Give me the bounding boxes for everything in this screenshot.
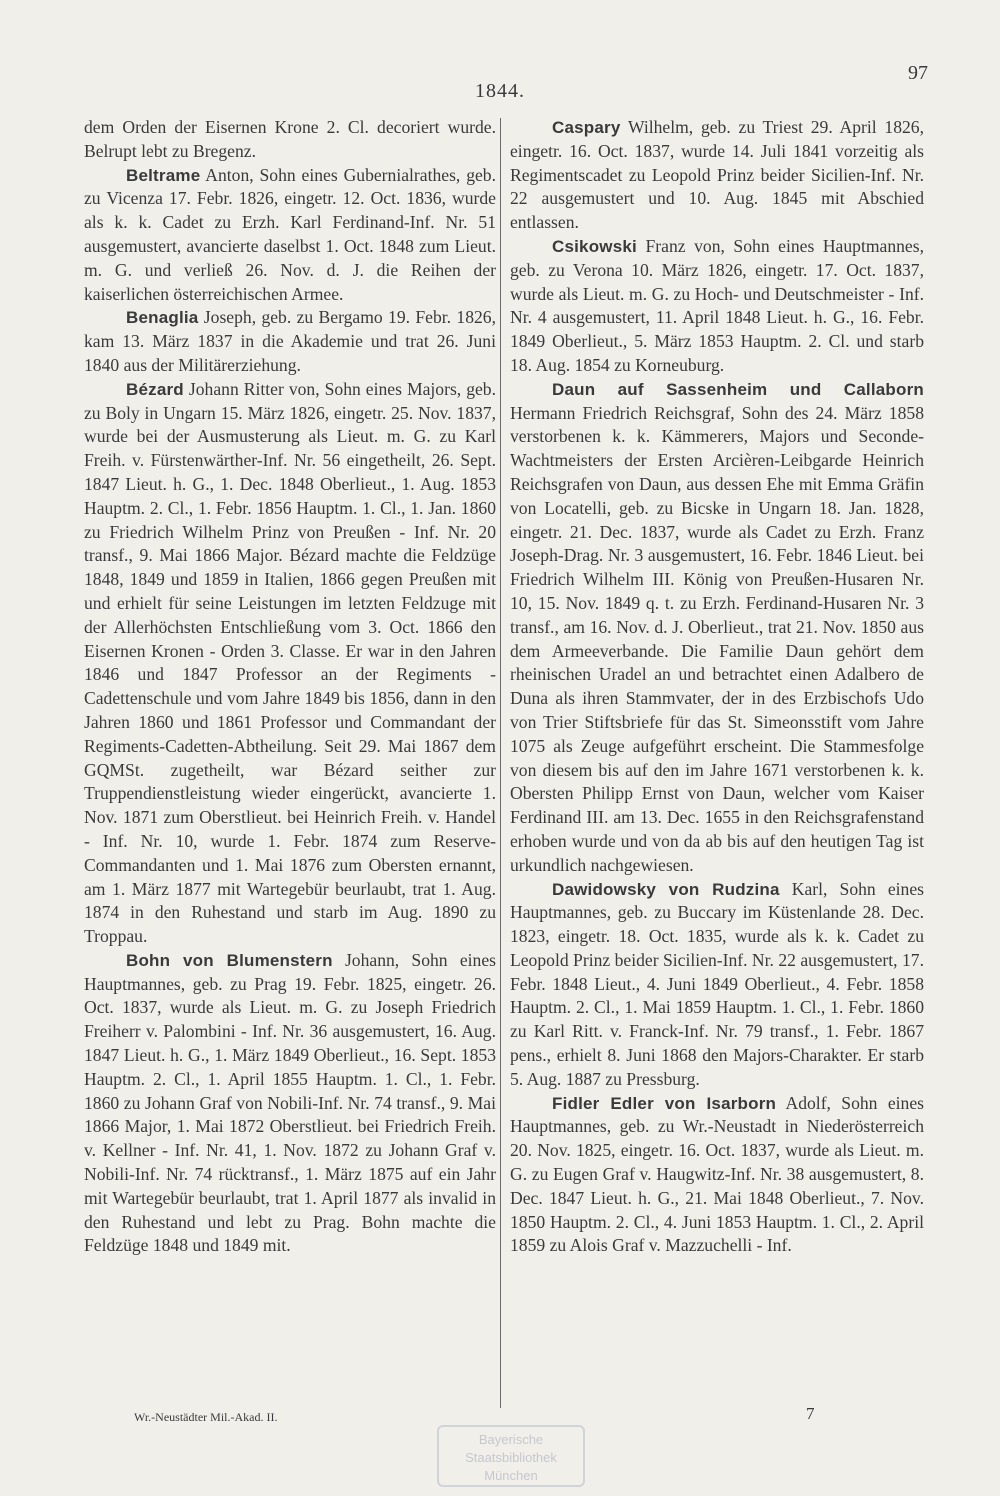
footer-sheet-number: 7 [806, 1404, 815, 1423]
page-number: 97 [908, 62, 928, 84]
entry-fidler [510, 1092, 924, 1259]
stamp-line: Staatsbibliothek [465, 1450, 557, 1465]
entry-text: Joseph, geb. zu Bergamo 19. Febr. 1826, kam 13. März 1837 in die Akademie und trat 26. Juni 1840 aus der Militärerziehung. [84, 307, 496, 375]
entry-name: Daun auf Sassenheim und Callaborn [552, 379, 924, 399]
entry-beltrame [84, 164, 496, 307]
entry-text: Franz von, Sohn eines Hauptmannes, geb. zu Verona 10. März 1826, eingetr. 17. Oct. 1837, wurde als Lieut. m. G. zu Hoch- und Deutschmeister - Inf. Nr. 4 ausgemustert, 11. April 1848 Lieut. h. G., 16. Febr. 1849 Oberlieut., 5. März 1853 Hauptm. 2. Cl. und starb 18. Aug. 1854 zu Korneuburg. [510, 235, 924, 375]
entry-name: Dawidowsky von Rudzina [552, 879, 780, 899]
entry-text: Johann Ritter von, Sohn eines Majors, geb. zu Boly in Ungarn 15. März 1826, eingetr. 25. Nov. 1837, wurde bei der Ausmusterung als Lieut. m. G. zu Karl Freih. v. Fürstenwärther-Inf. Nr. 56 eingetheilt, 26. Sept. 1847 Lieut. h. G., 1. Dec. 1848 Oberlieut., 1. Aug. 1853 Hauptm. 2. Cl., 1. Febr. 1856 Hauptm. 1. Cl., 1. Jan. 1860 zu Friedrich Wilhelm Prinz von Preußen - Inf. Nr. 20 transf., 9. Mai 1866 Major. Bézard machte die Feldzüge 1848, 1849 und 1859 in Italien, 1866 gegen Preußen mit und erhielt für seine Leistungen im letzten Feldzuge mit der Allerhöchsten Entschließung vom 3. Oct. 1866 den Eisernen Kronen - Orden 3. Classe. Er war in den Jahren 1846 und 1847 Professor an der Regiments - Cadettenschule und vom Jahre 1849 bis 1856, dann in den Jahren 1860 und 1861 Professor und Commandant der Regiments-Cadetten-Abtheilung. Seit 29. Mai 1867 dem GQMSt. zugetheilt, war Bézard seither zur Truppendienstleistung wieder eingerückt, avancierte 1. Nov. 1871 zum Oberstlieut. bei Heinrich Freih. v. Handel - Inf. Nr. 10, wurde 1. Febr. 1874 zum Reserve-Commandanten und 1. Mai 1876 zum Obersten ernannt, am 1. März 1877 mit Wartegebür beurlaubt, trat 1. Aug. 1874 in den Ruhestand und starb im Aug. 1890 zu Troppau. [84, 378, 496, 947]
entry-daun [510, 378, 924, 878]
entry-csikowski [510, 235, 924, 378]
entry-name: Bézard [126, 379, 184, 399]
right-column [510, 116, 924, 1258]
running-head-year: 1844. [475, 80, 525, 102]
entry-continuation: dem Orden der Eisernen Krone 2. Cl. decoriert wurde. Belrupt lebt zu Bregenz. [84, 117, 496, 161]
entry-bezard [84, 378, 496, 949]
entry-dawidowsky [510, 878, 924, 1092]
entry-benaglia [84, 306, 496, 377]
stamp-line: Bayerische [478, 1432, 544, 1447]
entry-text: Wilhelm, geb. zu Triest 29. April 1826, eingetr. 16. Oct. 1837, wurde 14. Juli 1841 vorzeitig als Regimentscadet zu Leopold Prinz beider Sicilien-Inf. Nr. 22 ausgemustert und 10. Aug. 1845 mit Abschied entlassen. [510, 117, 924, 233]
entry-text: Johann, Sohn eines Hauptmannes, geb. zu Prag 19. Febr. 1825, eingetr. 26. Oct. 1837, wurde als Lieut. m. G. zu Joseph Friedrich Freiherr v. Palombini - Inf. Nr. 36 ausgemustert, 16. Aug. 1847 Lieut. h. G., 1. März 1849 Oberlieut., 16. Sept. 1853 Hauptm. 2. Cl., 1. April 1855 Hauptm. 1. Cl., 1. Febr. 1860 zu Johann Graf von Nobili-Inf. Nr. 74 transf., 9. Mai 1866 Major, 1. Mai 1872 Oberstlieut. bei Friedrich Freih. v. Kellner - Inf. Nr. 41, 1. Nov. 1872 zu Johann Graf v. Nobili-Inf. Nr. 74 rücktransf., 1. März 1875 auf ein Jahr mit Wartegebür beurlaubt, trat 1. April 1877 als invalid in den Ruhestand und lebt zu Prag. Bohn machte die Feldzüge 1848 und 1849 mit. [84, 949, 496, 1256]
entry-text: Adolf, Sohn eines Hauptmannes, geb. zu Wr.-Neustadt in Niederösterreich 20. Nov. 1825, eingetr. 16. Oct. 1837, wurde als Lieut. m. G. zu Eugen Graf v. Haugwitz-Inf. Nr. 38 ausgemustert, 8. Dec. 1847 Lieut. h. G., 21. Mai 1848 Oberlieut., 7. Nov. 1850 Hauptm. 2. Cl., 4. Juni 1853 Hauptm. 1. Cl., 2. April 1859 zu Alois Graf v. Mazzuchelli - Inf. [510, 1092, 924, 1256]
left-column [84, 116, 496, 1258]
entry-caspary [510, 116, 924, 235]
footer-signature: Wr.-Neustädter Mil.-Akad. II. [134, 1410, 278, 1424]
entry-text: Hermann Friedrich Reichsgraf, Sohn des 24. März 1858 verstorbenen k. k. Kämmerers, Majors und Seconde-Wachtmeisters der Ersten Arcièren-Leibgarde Heinrich Reichsgrafen von Daun, aus dessen Ehe mit Emma Gräfin von Locatelli, geb. zu Bicske in Ungarn 18. Jan. 1828, eingetr. 21. Dec. 1837, wurde als Cadet zu Erzh. Franz Joseph-Drag. Nr. 3 ausgemustert, 16. Febr. 1846 Lieut. bei Friedrich Wilhelm III. König von Preußen-Husaren Nr. 10, 15. Nov. 1849 q. t. zu Erzh. Ferdinand-Husaren Nr. 3 transf., am 16. Nov. d. J. Oberlieut., trat 21. Nov. 1850 aus dem Armeeverbande. Die Familie Daun gehört dem rheinischen Uradel an und betrachtet einen Adalbero de Duna als ihren Stammvater, der in des Erzbischofs Udo von Trier Stiftsbriefe für das St. Simeonsstift vom Jahre 1075 als Zeuge aufgeführt erscheint. Die Stammesfolge von diesem bis auf den im Jahre 1671 verstorbenen k. k. Obersten Philipp Ernst von Daun, welcher vom Kaiser Ferdinand III. am 13. Dec. 1655 in den Reichsgrafenstand erhoben wurde und von da ab bis auf den heutigen Tag ist urkundlich nachgewiesen. [510, 402, 924, 875]
entry-name: Beltrame [126, 165, 201, 185]
entry-text: Karl, Sohn eines Hauptmannes, geb. zu Buccary im Küstenlande 28. Dec. 1823, eingetr. 18. Oct. 1835, wurde als k. k. Cadet zu Leopold Prinz beider Sicilien-Inf. Nr. 22 ausgemustert, 17. Febr. 1848 Lieut., 4. Juni 1849 Oberlieut., 4. Febr. 1858 Hauptm. 2. Cl., 1. Mai 1859 Hauptm. 1. Cl., 1. Febr. 1860 zu Karl Ritt. v. Franck-Inf. Nr. 79 transf., 1. Febr. 1867 pens., erhielt 8. Juni 1868 den Majors-Charakter. Er starb 5. Aug. 1887 zu Pressburg. [510, 878, 924, 1089]
entry-text: Anton, Sohn eines Gubernialrathes, geb. zu Vicenza 17. Febr. 1826, eingetr. 12. Oct. 1836, wurde als k. k. Cadet zu Erzh. Karl Ferdinand-Inf. Nr. 51 ausgemustert, avancierte daselbst 1. Oct. 1848 zum Lieut. m. G. und verließ 26. Nov. d. J. die Reihen der kaiserlichen österreichischen Armee. [84, 164, 496, 304]
library-stamp [437, 1425, 585, 1487]
entry-name: Benaglia [126, 308, 199, 328]
entry-name: Bohn von Blumenstern [126, 950, 333, 970]
entry-name: Caspary [552, 118, 621, 137]
column-divider [500, 118, 501, 1408]
entry-name: Csikowski [552, 236, 637, 256]
entry-name: Fidler Edler von Isarborn [552, 1093, 777, 1113]
entry-bohn [84, 949, 496, 1258]
stamp-line: München [484, 1468, 538, 1483]
